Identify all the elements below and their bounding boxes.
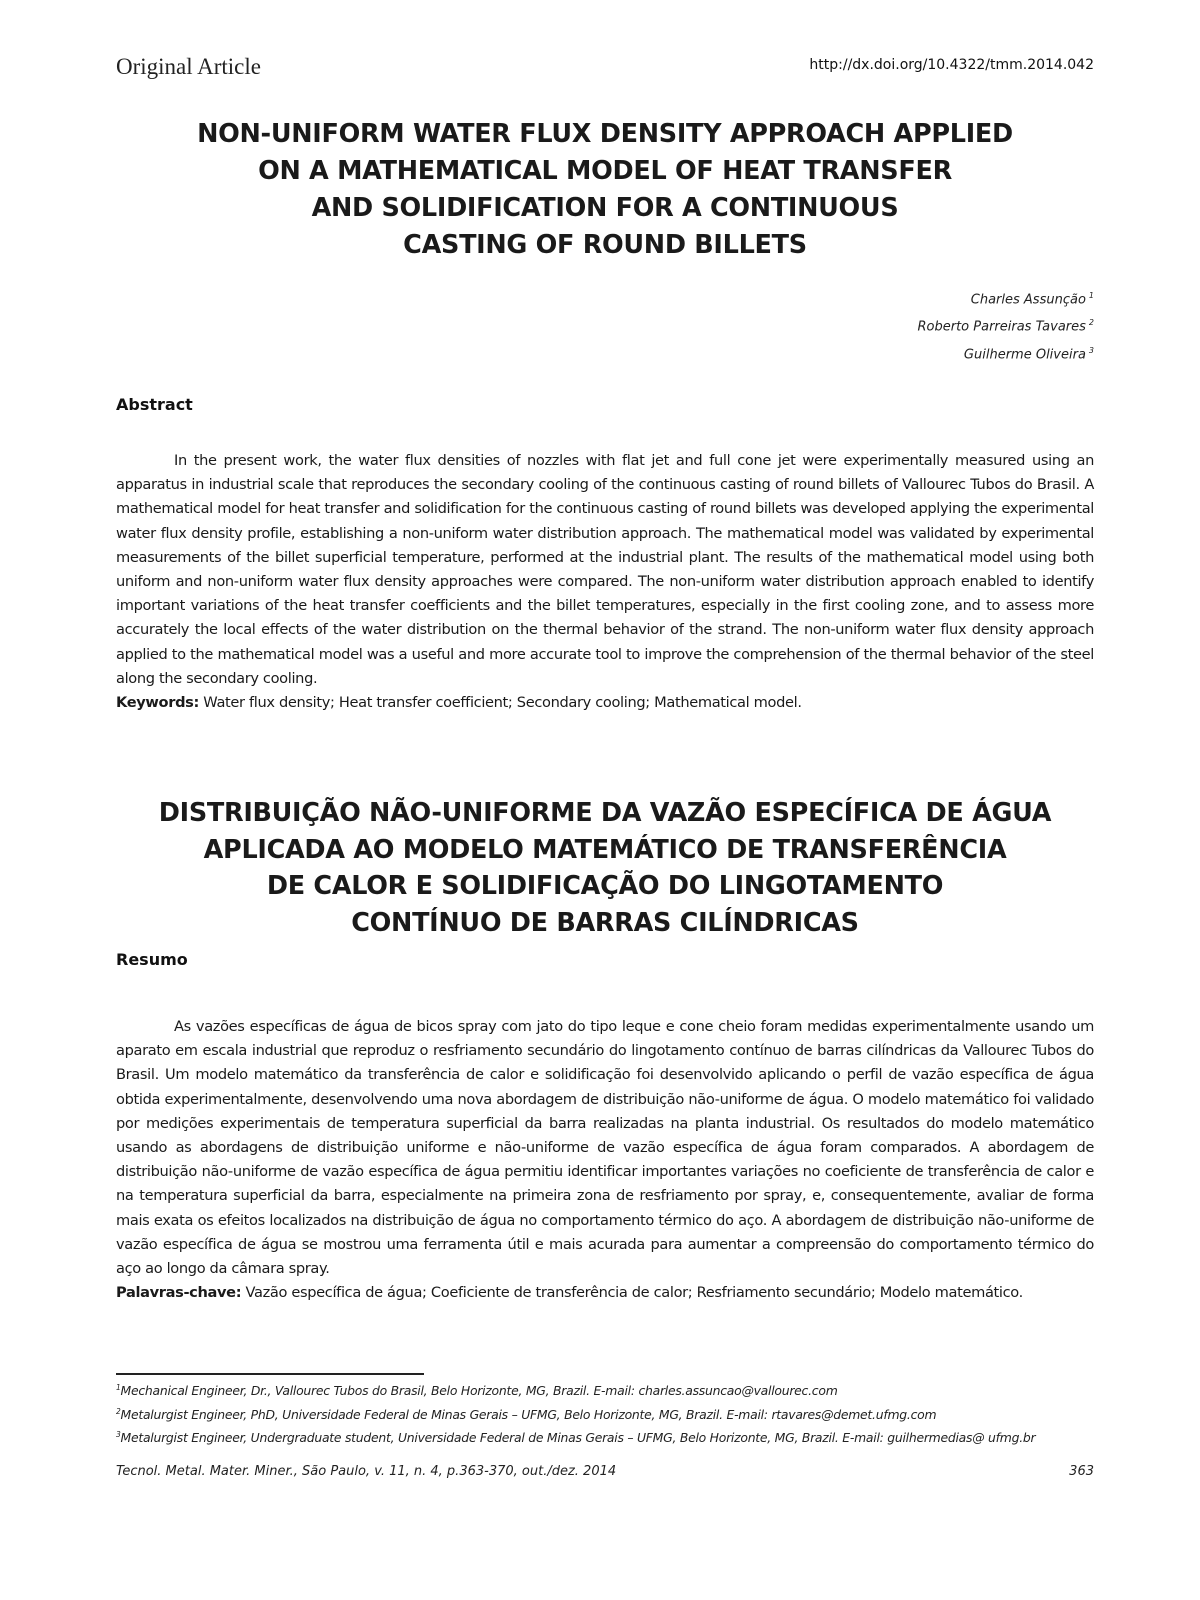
- footnote: [116, 1402, 1094, 1426]
- author-name: Guilherme Oliveira: [963, 346, 1086, 362]
- palavras-chave-label: Palavras-chave:: [116, 1284, 242, 1302]
- keywords-list: Water flux density; Heat transfer coefficient; Secondary cooling; Mathematical model.: [203, 694, 802, 712]
- title-portuguese-line: CONTÍNUO DE BARRAS CILÍNDRICAS: [351, 907, 859, 938]
- title-portuguese-line: APLICADA AO MODELO MATEMÁTICO DE TRANSFERÊNCIA: [203, 834, 1007, 865]
- article-type-label: Original Article: [116, 54, 261, 79]
- keywords-label: Keywords:: [116, 694, 199, 712]
- abstract-keywords: [116, 691, 1094, 715]
- author-name: Charles Assunção: [970, 292, 1086, 308]
- abstract-heading: Abstract: [116, 395, 193, 414]
- title-portuguese-line: DE CALOR E SOLIDIFICAÇÃO DO LINGOTAMENTO: [266, 871, 944, 901]
- author-list: [918, 284, 1095, 366]
- footnote-text: Mechanical Engineer, Dr., Vallourec Tubos do Brasil, Belo Horizonte, MG, Brazil. E-mail: charles.assuncao@vallourec.com: [120, 1383, 838, 1399]
- page-number: 363: [1069, 1464, 1094, 1479]
- footnote-mark: 1: [116, 1383, 121, 1392]
- footnote-text: Metalurgist Engineer, PhD, Universidade Federal de Minas Gerais – UFMG, Belo Horizonte, MG, Brazil. E-mail: rtavares@demet.ufmg.com: [120, 1406, 937, 1422]
- author: [918, 339, 1095, 366]
- title-portuguese: [116, 795, 1094, 941]
- doi-link[interactable]: http://dx.doi.org/10.4322/tmm.2014.042: [809, 57, 1094, 73]
- footnote-text: Metalurgist Engineer, Undergraduate student, Universidade Federal de Minas Gerais – UFMG, Belo Horizonte, MG, Brazil. E-mail: guilhermedias@ ufmg.br: [120, 1430, 1036, 1446]
- abstract-paragraph: In the present work, the water flux densities of nozzles with flat jet and full cone jet were experimentally measured using an apparatus in industrial scale that reproduces the secondary cooling of the continuous casting of round billets of Vallourec Tubos do Brasil. A mathematical model for heat transfer and solidification for the continuous casting of round billets was developed applying the experimental water flux density profile, establishing a non-uniform water distribution approach. The mathematical model was validated by experimental measurements of the billet superficial temperature, performed at the industrial plant. The results of the mathematical model using both uniform and non-uniform water flux density approaches were compared. The non-uniform water distribution approach enabled to identify important variations of the heat transfer coefficients and the billet temperatures, especially in the first cooling zone, and to assess more accurately the local effects of the water distribution on the thermal behavior of the strand. The non-uniform water flux density approach applied to the mathematical model was a useful and more accurate tool to improve the comprehension of the thermal behavior of the steel along the secondary cooling.: [116, 452, 1094, 687]
- footnote: [116, 1378, 1094, 1402]
- author-affiliation-mark: 1: [1088, 291, 1094, 300]
- footnote: [116, 1425, 1094, 1449]
- title-english: [116, 116, 1094, 264]
- author-affiliation-mark: 2: [1088, 318, 1094, 328]
- title-english-line: NON-UNIFORM WATER FLUX DENSITY APPROACH APPLIED: [197, 119, 1013, 149]
- title-english-line: AND SOLIDIFICATION FOR A CONTINUOUS: [311, 193, 899, 223]
- title-portuguese-line: DISTRIBUIÇÃO NÃO-UNIFORME DA VAZÃO ESPECÍFICA DE ÁGUA: [158, 798, 1052, 828]
- footnote-mark: 2: [116, 1406, 121, 1416]
- author-name: Roberto Parreiras Tavares: [917, 319, 1086, 335]
- title-english-line: CASTING OF ROUND BILLETS: [403, 230, 807, 260]
- journal-citation: Tecnol. Metal. Mater. Miner., São Paulo, v. 11, n. 4, p.363-370, out./dez. 2014: [116, 1464, 617, 1479]
- palavras-chave-list: Vazão específica de água; Coeficiente de transferência de calor; Resfriamento secundário; Modelo matemático.: [245, 1284, 1023, 1302]
- footnotes: [116, 1378, 1094, 1449]
- footnote-divider: [116, 1373, 424, 1375]
- abstract-body: [116, 449, 1094, 715]
- author-affiliation-mark: 3: [1088, 345, 1094, 355]
- author: [918, 284, 1095, 311]
- resumo-keywords: [116, 1281, 1094, 1305]
- resumo-body: [116, 1015, 1094, 1305]
- resumo-paragraph: As vazões específicas de água de bicos spray com jato do tipo leque e cone cheio foram medidas experimentalmente usando um aparato em escala industrial que reproduz o resfriamento secundário do lingotamento contínuo de barras cilíndricas da Vallourec Tubos do Brasil. Um modelo matemático da transferência de calor e solidificação foi desenvolvido aplicando o perfil de vazão específica de água obtida experimentalmente, desenvolvendo uma nova abordagem de distribuição não-uniforme de água. O modelo matemático foi validado por medições experimentais de temperatura superficial da barra realizadas na planta industrial. Os resultados do modelo matemático usando as abordagens de distribuição uniforme e não-uniforme de vazão específica de água foram comparados. A abordagem de distribuição não-uniforme de vazão específica de água permitiu identificar importantes variações no coeficiente de transferência de calor e na temperatura superficial da barra, especialmente na primeira zona de resfriamento por spray, e, consequentemente, avaliar de forma mais exata os efeitos localizados na distribuição de água no comportamento térmico do aço. A abordagem de distribuição não-uniforme de vazão específica de água se mostrou uma ferramenta útil e mais acurada para aumentar a compreensão do comportamento térmico do aço ao longo da câmara spray.: [116, 1018, 1094, 1278]
- resumo-heading: Resumo: [116, 950, 188, 969]
- author: [918, 311, 1095, 338]
- title-english-line: ON A MATHEMATICAL MODEL OF HEAT TRANSFER: [258, 156, 952, 186]
- footnote-mark: 3: [116, 1430, 121, 1440]
